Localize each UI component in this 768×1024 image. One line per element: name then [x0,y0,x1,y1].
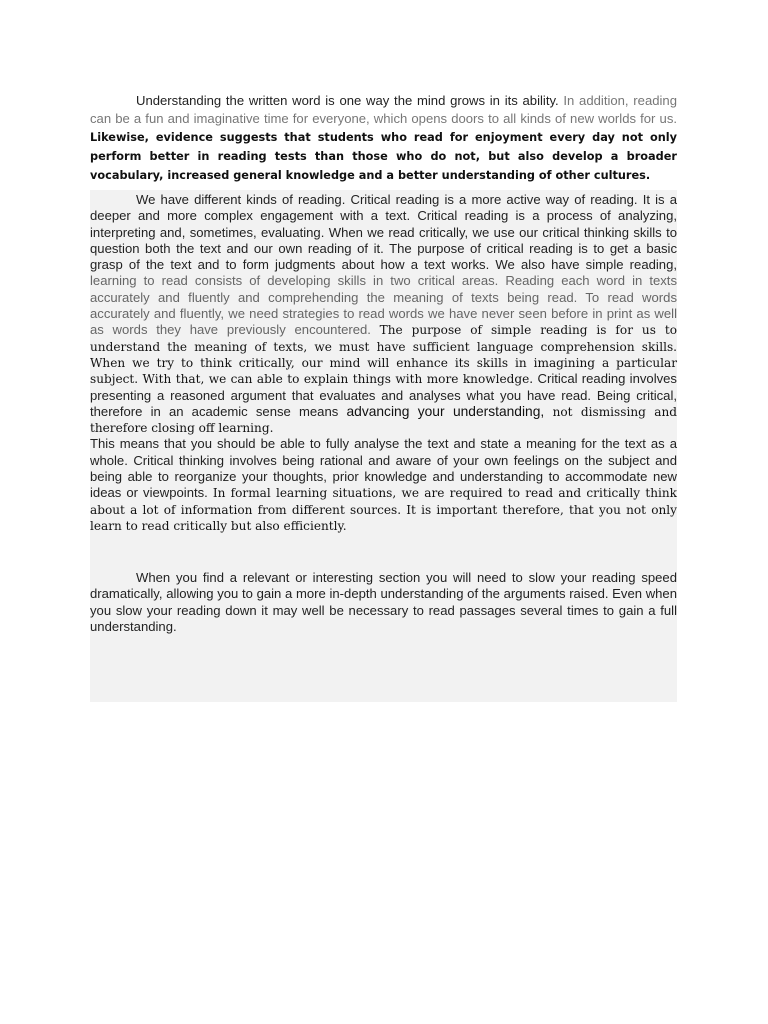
reading-types-part-1: We have different kinds of reading. Critical reading is a more active way of reading. It is a deeper and more complex engagement with a text. Critical reading is a process of analyzing, interpreting and, sometimes, evaluating. When we read critically, we use our critical thinking skills to question both the text and our own reading of it. The purpose of critical reading is to get a basic grasp of the text and to form judgments about how a text works. We also have simple reading, [90,192,677,273]
reading-types-part-7: This means that you should be able to fully analyse the text and state a meaning for the text as a whole. Critical thinking involves being rational and aware of your own feelings on the subject and being able to reorganize your thoughts, prior knowledge and understanding to accommodate new ideas or viewpoints. [90,436,677,501]
reading-types-part-6: not dismissing and therefore closing off learning. [90,404,677,436]
reading-types-part-2: learning to read consists of developing skills in two critical areas. Reading each word in texts accurately and fluently and comprehending the meaning of texts being read. To read words accurately and fluently, we need strategies to read words we have never seen before in print as well as words they have previously encountered. [90,273,677,338]
intro-sentence-1: Understanding the written word is one way the mind grows in its ability. [136,93,564,108]
reading-types-part-5: advancing your understanding, [346,403,553,419]
reading-types-part-8: In formal learning situations, we are required to read and critically think about a lot of information from different sources. It is important therefore, that you not only learn to read critically but also efficiently. [90,486,677,533]
intro-sentence-2: In addition, reading can be a fun and imaginative time for everyone, which opens doors to all kinds of new worlds for us. [90,93,677,126]
reading-types-part-3: The purpose of simple reading is for us to understand the meaning of texts, we must have sufficient language comprehension skills. When we try to think critically, our mind will enhance its skills in imagining a particular subject. With that, we can able to explain things with more knowledge. [90,323,677,387]
paragraph-slow-reading [90,570,677,635]
paragraph-reading-types [90,192,677,534]
reading-types-part-4: Critical reading involves presenting a reasoned argument that evaluates and analyses what you have read. Being critical, therefore in an academic sense means [90,371,677,419]
paragraph-intro [90,92,677,185]
slow-reading-text: When you find a relevant or interesting section you will need to slow your reading speed dramatically, allowing you to gain a more in-depth understanding of the arguments raised. Even when you slow your reading down it may well be necessary to read passages several times to gain a full understanding. [90,570,677,634]
intro-sentence-3: Likewise, evidence suggests that students who read for enjoyment every day not only perform better in reading tests than those who do not, but also develop a broader vocabulary, increased general knowledge and a better understanding of other cultures. [90,131,677,182]
